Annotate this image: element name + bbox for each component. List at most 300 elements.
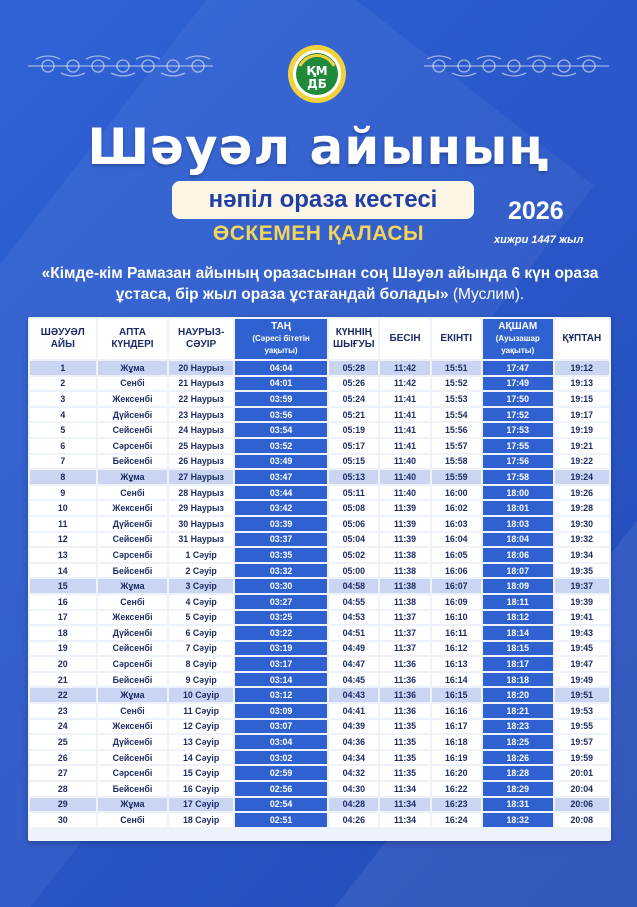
cell-maghrib-time: 18:20: [483, 688, 553, 702]
cell-sunrise-time: 04:26: [329, 813, 378, 827]
cell-maghrib-time: 18:14: [483, 626, 553, 640]
cell-asr-time: 16:24: [432, 813, 481, 827]
cell-day-number: 23: [30, 704, 96, 718]
cell-asr-time: 15:54: [432, 408, 481, 422]
header-dhuhr: БЕСІН: [380, 319, 429, 359]
cell-maghrib-time: 17:49: [483, 377, 553, 391]
cell-fajr-time: 03:22: [235, 626, 327, 640]
cell-dhuhr-time: 11:38: [380, 564, 429, 578]
cell-maghrib-time: 18:21: [483, 704, 553, 718]
hijri-year: хижри 1447 жыл: [494, 234, 584, 246]
cell-isha-time: 19:51: [555, 688, 609, 702]
cell-isha-time: 19:13: [555, 377, 609, 391]
header-maghrib-label: АҚШАМ: [498, 321, 538, 332]
cell-fajr-time: 03:25: [235, 611, 327, 625]
table-row: [30, 611, 609, 625]
year: 2026: [508, 197, 564, 225]
cell-asr-time: 15:56: [432, 423, 481, 437]
cell-weekday: Сенбі: [98, 377, 168, 391]
table-row: [30, 564, 609, 578]
cell-date: 28 Наурыз: [169, 486, 233, 500]
cell-day-number: 3: [30, 392, 96, 406]
cell-maghrib-time: 18:04: [483, 533, 553, 547]
cell-dhuhr-time: 11:41: [380, 439, 429, 453]
cell-sunrise-time: 04:39: [329, 720, 378, 734]
cell-dhuhr-time: 11:39: [380, 501, 429, 515]
cell-asr-time: 15:52: [432, 377, 481, 391]
cell-day-number: 10: [30, 501, 96, 515]
cell-day-number: 27: [30, 766, 96, 780]
cell-maghrib-time: 18:15: [483, 642, 553, 656]
cell-isha-time: 20:01: [555, 766, 609, 780]
cell-sunrise-time: 04:34: [329, 751, 378, 765]
cell-sunrise-time: 04:28: [329, 798, 378, 812]
cell-fajr-time: 03:09: [235, 704, 327, 718]
header-fajr: [235, 319, 327, 359]
cell-maghrib-time: 18:09: [483, 579, 553, 593]
subtitle: нәпіл ораза кестесі: [172, 181, 474, 219]
cell-date: 22 Наурыз: [169, 392, 233, 406]
cell-dhuhr-time: 11:34: [380, 782, 429, 796]
cell-dhuhr-time: 11:39: [380, 533, 429, 547]
cell-date: 25 Наурыз: [169, 439, 233, 453]
cell-fajr-time: 02:54: [235, 798, 327, 812]
table-row: [30, 813, 609, 827]
cell-day-number: 21: [30, 673, 96, 687]
table-row: [30, 673, 609, 687]
cell-maghrib-time: 18:31: [483, 798, 553, 812]
cell-sunrise-time: 05:08: [329, 501, 378, 515]
cell-asr-time: 16:00: [432, 486, 481, 500]
cell-weekday: Сәрсенбі: [98, 657, 168, 671]
cell-isha-time: 19:32: [555, 533, 609, 547]
cell-dhuhr-time: 11:40: [380, 470, 429, 484]
cell-dhuhr-time: 11:36: [380, 657, 429, 671]
cell-weekday: Жұма: [98, 579, 168, 593]
cell-isha-time: 19:49: [555, 673, 609, 687]
cell-date: 21 Наурыз: [169, 377, 233, 391]
cell-day-number: 17: [30, 611, 96, 625]
cell-dhuhr-time: 11:42: [380, 361, 429, 375]
schedule-table: [28, 317, 611, 829]
table-row: [30, 735, 609, 749]
cell-dhuhr-time: 11:40: [380, 486, 429, 500]
cell-isha-time: 19:15: [555, 392, 609, 406]
cell-fajr-time: 03:49: [235, 455, 327, 469]
cell-fajr-time: 02:51: [235, 813, 327, 827]
cell-day-number: 7: [30, 455, 96, 469]
cell-asr-time: 16:22: [432, 782, 481, 796]
cell-asr-time: 16:04: [432, 533, 481, 547]
cell-asr-time: 16:17: [432, 720, 481, 734]
cell-isha-time: 19:47: [555, 657, 609, 671]
cell-asr-time: 16:12: [432, 642, 481, 656]
cell-day-number: 18: [30, 626, 96, 640]
cell-date: 14 Сәуір: [169, 751, 233, 765]
cell-date: 11 Сәуір: [169, 704, 233, 718]
cell-maghrib-time: 18:17: [483, 657, 553, 671]
cell-asr-time: 15:59: [432, 470, 481, 484]
cell-asr-time: 16:05: [432, 548, 481, 562]
table-row: [30, 408, 609, 422]
cell-sunrise-time: 05:19: [329, 423, 378, 437]
cell-day-number: 11: [30, 517, 96, 531]
table-row: [30, 361, 609, 375]
cell-weekday: Жұма: [98, 470, 168, 484]
cell-weekday: Жұма: [98, 361, 168, 375]
table-row: [30, 595, 609, 609]
cell-isha-time: 19:45: [555, 642, 609, 656]
header-maghrib: [483, 319, 553, 359]
cell-fajr-time: 02:56: [235, 782, 327, 796]
cell-maghrib-time: 17:56: [483, 455, 553, 469]
cell-sunrise-time: 04:30: [329, 782, 378, 796]
cell-fajr-time: 03:07: [235, 720, 327, 734]
cell-date: 18 Сәуір: [169, 813, 233, 827]
cell-weekday: Сәрсенбі: [98, 548, 168, 562]
cell-weekday: Жексенбі: [98, 611, 168, 625]
cell-fajr-time: 04:01: [235, 377, 327, 391]
cell-maghrib-time: 17:52: [483, 408, 553, 422]
cell-maghrib-time: 18:25: [483, 735, 553, 749]
cell-date: 5 Сәуір: [169, 611, 233, 625]
cell-asr-time: 16:07: [432, 579, 481, 593]
cell-asr-time: 16:14: [432, 673, 481, 687]
cell-weekday: Жексенбі: [98, 501, 168, 515]
table-row: [30, 517, 609, 531]
hadith-quote: [30, 263, 610, 305]
cell-date: 26 Наурыз: [169, 455, 233, 469]
cell-maghrib-time: 18:18: [483, 673, 553, 687]
cell-dhuhr-time: 11:39: [380, 517, 429, 531]
cell-fajr-time: 03:04: [235, 735, 327, 749]
cell-date: 4 Сәуір: [169, 595, 233, 609]
table-row: [30, 486, 609, 500]
quote-text: «Кімде-кім Рамазан айының оразасынан соң Шәуәл айында 6 күн ораза ұстаса, бір жыл ораза ұстағандай болады»: [41, 265, 599, 303]
cell-weekday: Жұма: [98, 798, 168, 812]
cell-fajr-time: 03:44: [235, 486, 327, 500]
cell-fajr-time: 03:52: [235, 439, 327, 453]
cell-day-number: 19: [30, 642, 96, 656]
cell-maghrib-time: 18:28: [483, 766, 553, 780]
cell-fajr-time: 03:19: [235, 642, 327, 656]
cell-sunrise-time: 04:49: [329, 642, 378, 656]
cell-fajr-time: 03:37: [235, 533, 327, 547]
cell-maghrib-time: 17:58: [483, 470, 553, 484]
cell-weekday: Дүйсенбі: [98, 626, 168, 640]
cell-maghrib-time: 18:12: [483, 611, 553, 625]
cell-day-number: 15: [30, 579, 96, 593]
cell-maghrib-time: 18:07: [483, 564, 553, 578]
table-row: [30, 688, 609, 702]
cell-date: 2 Сәуір: [169, 564, 233, 578]
cell-sunrise-time: 05:13: [329, 470, 378, 484]
cell-date: 8 Сәуір: [169, 657, 233, 671]
cell-asr-time: 16:20: [432, 766, 481, 780]
cell-date: 30 Наурыз: [169, 517, 233, 531]
cell-weekday: Дүйсенбі: [98, 735, 168, 749]
table-row: [30, 470, 609, 484]
table-row: [30, 377, 609, 391]
header-maghrib-note: (Ауызашар уақыты): [495, 334, 540, 355]
cell-weekday: Сенбі: [98, 704, 168, 718]
cell-sunrise-time: 04:53: [329, 611, 378, 625]
cell-dhuhr-time: 11:35: [380, 751, 429, 765]
cell-weekday: Сенбі: [98, 595, 168, 609]
cell-isha-time: 19:26: [555, 486, 609, 500]
table-row: [30, 642, 609, 656]
table-row: [30, 533, 609, 547]
cell-dhuhr-time: 11:37: [380, 642, 429, 656]
cell-dhuhr-time: 11:35: [380, 720, 429, 734]
cell-date: 9 Сәуір: [169, 673, 233, 687]
header-weekday: АПТА КҮНДЕРІ: [98, 319, 168, 359]
cell-weekday: Сенбі: [98, 813, 168, 827]
cell-isha-time: 20:08: [555, 813, 609, 827]
cell-date: 31 Наурыз: [169, 533, 233, 547]
cell-day-number: 13: [30, 548, 96, 562]
cell-maghrib-time: 18:32: [483, 813, 553, 827]
cell-fajr-time: 03:02: [235, 751, 327, 765]
cell-dhuhr-time: 11:34: [380, 798, 429, 812]
cell-day-number: 14: [30, 564, 96, 578]
cell-isha-time: 19:22: [555, 455, 609, 469]
cell-weekday: Дүйсенбі: [98, 408, 168, 422]
cell-maghrib-time: 17:47: [483, 361, 553, 375]
cell-weekday: Бейсенбі: [98, 673, 168, 687]
cell-dhuhr-time: 11:38: [380, 579, 429, 593]
cell-day-number: 29: [30, 798, 96, 812]
cell-weekday: Сенбі: [98, 486, 168, 500]
cell-weekday: Дүйсенбі: [98, 517, 168, 531]
cell-day-number: 28: [30, 782, 96, 796]
cell-day-number: 22: [30, 688, 96, 702]
cell-weekday: Бейсенбі: [98, 564, 168, 578]
cell-isha-time: 19:37: [555, 579, 609, 593]
cell-dhuhr-time: 11:34: [380, 813, 429, 827]
cell-fajr-time: 03:27: [235, 595, 327, 609]
cell-isha-time: 20:06: [555, 798, 609, 812]
cell-sunrise-time: 05:00: [329, 564, 378, 578]
cell-date: 15 Сәуір: [169, 766, 233, 780]
cell-date: 17 Сәуір: [169, 798, 233, 812]
quote-source: (Муслим).: [452, 286, 525, 303]
header-fajr-label: ТАҢ: [271, 321, 292, 332]
cell-asr-time: 16:19: [432, 751, 481, 765]
cell-sunrise-time: 05:17: [329, 439, 378, 453]
cell-dhuhr-time: 11:42: [380, 377, 429, 391]
cell-date: 29 Наурыз: [169, 501, 233, 515]
cell-sunrise-time: 04:58: [329, 579, 378, 593]
page-title: Шәуәл айының: [87, 118, 550, 176]
cell-fajr-time: 03:39: [235, 517, 327, 531]
cell-weekday: Жексенбі: [98, 720, 168, 734]
cell-dhuhr-time: 11:36: [380, 688, 429, 702]
cell-sunrise-time: 04:41: [329, 704, 378, 718]
cell-day-number: 16: [30, 595, 96, 609]
cell-fajr-time: 03:42: [235, 501, 327, 515]
cell-isha-time: 19:43: [555, 626, 609, 640]
cell-dhuhr-time: 11:38: [380, 548, 429, 562]
table-row: [30, 423, 609, 437]
cell-fajr-time: 03:14: [235, 673, 327, 687]
cell-day-number: 30: [30, 813, 96, 827]
cell-weekday: Жұма: [98, 688, 168, 702]
cell-asr-time: 16:09: [432, 595, 481, 609]
cell-isha-time: 19:12: [555, 361, 609, 375]
cell-sunrise-time: 05:26: [329, 377, 378, 391]
cell-day-number: 2: [30, 377, 96, 391]
cell-weekday: Сәрсенбі: [98, 439, 168, 453]
cell-maghrib-time: 18:23: [483, 720, 553, 734]
cell-dhuhr-time: 11:36: [380, 673, 429, 687]
cell-asr-time: 15:58: [432, 455, 481, 469]
cell-isha-time: 19:53: [555, 704, 609, 718]
cell-maghrib-time: 18:29: [483, 782, 553, 796]
cell-fajr-time: 03:35: [235, 548, 327, 562]
table-row: [30, 798, 609, 812]
cell-weekday: Сейсенбі: [98, 423, 168, 437]
cell-isha-time: 19:35: [555, 564, 609, 578]
cell-weekday: Сейсенбі: [98, 751, 168, 765]
cell-asr-time: 16:16: [432, 704, 481, 718]
cell-date: 1 Сәуір: [169, 548, 233, 562]
cell-fajr-time: 03:32: [235, 564, 327, 578]
cell-fajr-time: 03:12: [235, 688, 327, 702]
city-name: ӨСКЕМЕН ҚАЛАСЫ: [212, 222, 425, 245]
cell-date: 24 Наурыз: [169, 423, 233, 437]
cell-sunrise-time: 04:45: [329, 673, 378, 687]
cell-day-number: 8: [30, 470, 96, 484]
cell-asr-time: 16:23: [432, 798, 481, 812]
cell-fajr-time: 03:56: [235, 408, 327, 422]
cell-fajr-time: 03:30: [235, 579, 327, 593]
cell-dhuhr-time: 11:36: [380, 704, 429, 718]
cell-date: 27 Наурыз: [169, 470, 233, 484]
table-row: [30, 720, 609, 734]
cell-date: 23 Наурыз: [169, 408, 233, 422]
table-row: [30, 439, 609, 453]
cell-isha-time: 19:28: [555, 501, 609, 515]
table-row: [30, 455, 609, 469]
cell-dhuhr-time: 11:35: [380, 735, 429, 749]
cell-date: 12 Сәуір: [169, 720, 233, 734]
table-row: [30, 704, 609, 718]
header-sunrise: КҮННІҢ ШЫҒУЫ: [329, 319, 378, 359]
schedule-table-container: [28, 317, 611, 841]
cell-dhuhr-time: 11:38: [380, 595, 429, 609]
cell-date: 20 Наурыз: [169, 361, 233, 375]
cell-fajr-time: 03:47: [235, 470, 327, 484]
cell-date: 13 Сәуір: [169, 735, 233, 749]
cell-weekday: Сәрсенбі: [98, 766, 168, 780]
cell-date: 7 Сәуір: [169, 642, 233, 656]
table-row: [30, 766, 609, 780]
cell-maghrib-time: 17:50: [483, 392, 553, 406]
cell-isha-time: 19:59: [555, 751, 609, 765]
cell-sunrise-time: 04:43: [329, 688, 378, 702]
cell-isha-time: 19:17: [555, 408, 609, 422]
cell-maghrib-time: 18:11: [483, 595, 553, 609]
cell-day-number: 4: [30, 408, 96, 422]
cell-maghrib-time: 18:06: [483, 548, 553, 562]
cell-asr-time: 16:11: [432, 626, 481, 640]
table-row: [30, 392, 609, 406]
header-date: НАУРЫЗ-СӘУІР: [169, 319, 233, 359]
cell-day-number: 26: [30, 751, 96, 765]
table-row: [30, 657, 609, 671]
table-row: [30, 579, 609, 593]
cell-sunrise-time: 04:51: [329, 626, 378, 640]
cell-dhuhr-time: 11:35: [380, 766, 429, 780]
table-row: [30, 782, 609, 796]
cell-sunrise-time: 04:36: [329, 735, 378, 749]
cell-fajr-time: 03:54: [235, 423, 327, 437]
cell-maghrib-time: 18:00: [483, 486, 553, 500]
cell-asr-time: 15:53: [432, 392, 481, 406]
left-ornament-icon: [28, 55, 213, 77]
table-header-row: [30, 319, 609, 359]
cell-asr-time: 16:15: [432, 688, 481, 702]
cell-weekday: Сейсенбі: [98, 642, 168, 656]
cell-date: 6 Сәуір: [169, 626, 233, 640]
cell-maghrib-time: 18:01: [483, 501, 553, 515]
cell-dhuhr-time: 11:41: [380, 392, 429, 406]
header-fajr-note: (Сәресі бітетін уақыты): [252, 334, 310, 355]
cell-sunrise-time: 05:28: [329, 361, 378, 375]
cell-maghrib-time: 18:26: [483, 751, 553, 765]
cell-day-number: 9: [30, 486, 96, 500]
cell-isha-time: 19:41: [555, 611, 609, 625]
cell-asr-time: 16:10: [432, 611, 481, 625]
cell-sunrise-time: 05:11: [329, 486, 378, 500]
cell-isha-time: 20:04: [555, 782, 609, 796]
cell-day-number: 5: [30, 423, 96, 437]
cell-sunrise-time: 04:32: [329, 766, 378, 780]
table-row: [30, 626, 609, 640]
cell-weekday: Бейсенбі: [98, 455, 168, 469]
cell-asr-time: 16:18: [432, 735, 481, 749]
cell-dhuhr-time: 11:37: [380, 626, 429, 640]
table-row: [30, 751, 609, 765]
cell-isha-time: 19:21: [555, 439, 609, 453]
cell-dhuhr-time: 11:37: [380, 611, 429, 625]
table-row: [30, 548, 609, 562]
cell-maghrib-time: 17:53: [483, 423, 553, 437]
cell-weekday: Бейсенбі: [98, 782, 168, 796]
logo-text-bottom: ДБ: [307, 77, 327, 91]
cell-weekday: Сейсенбі: [98, 533, 168, 547]
qmdb-logo-icon: [287, 44, 347, 104]
cell-day-number: 6: [30, 439, 96, 453]
cell-date: 3 Сәуір: [169, 579, 233, 593]
cell-asr-time: 15:57: [432, 439, 481, 453]
table-row: [30, 501, 609, 515]
cell-isha-time: 19:34: [555, 548, 609, 562]
cell-maghrib-time: 17:55: [483, 439, 553, 453]
cell-dhuhr-time: 11:41: [380, 408, 429, 422]
cell-date: 16 Сәуір: [169, 782, 233, 796]
cell-sunrise-time: 05:21: [329, 408, 378, 422]
cell-isha-time: 19:57: [555, 735, 609, 749]
cell-isha-time: 19:55: [555, 720, 609, 734]
cell-fajr-time: 04:04: [235, 361, 327, 375]
cell-day-number: 24: [30, 720, 96, 734]
cell-sunrise-time: 04:55: [329, 595, 378, 609]
cell-sunrise-time: 05:02: [329, 548, 378, 562]
cell-sunrise-time: 05:04: [329, 533, 378, 547]
cell-asr-time: 16:03: [432, 517, 481, 531]
